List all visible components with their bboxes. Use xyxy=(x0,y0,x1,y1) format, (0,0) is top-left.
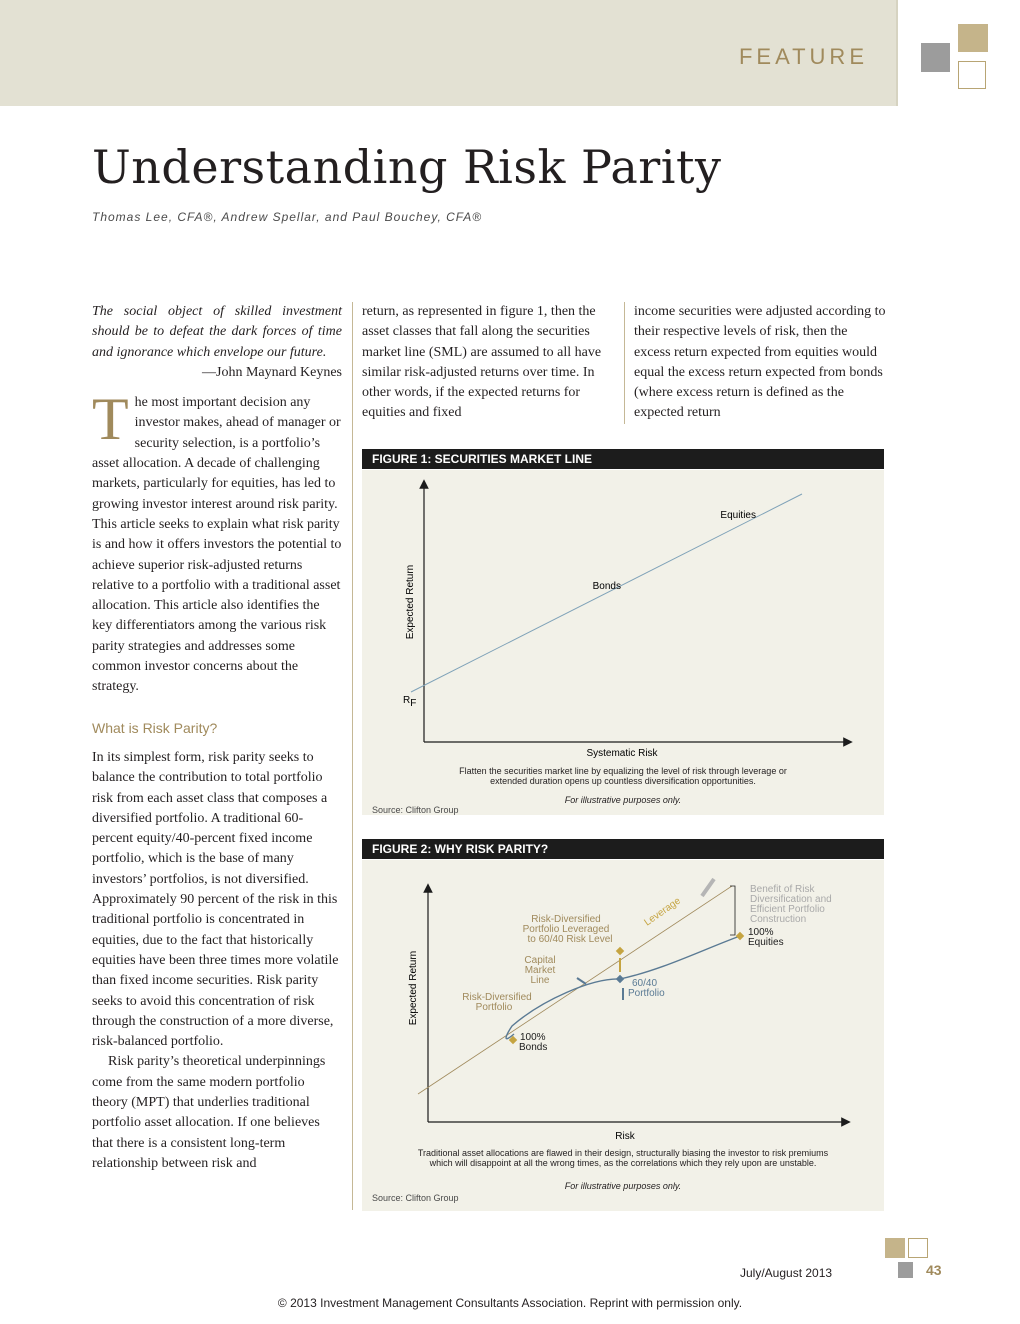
figure-1-note: For illustrative purposes only. xyxy=(564,795,682,805)
figure-2-title: FIGURE 2: WHY RISK PARITY? xyxy=(362,839,884,859)
capital-market-line-label xyxy=(524,955,555,986)
leverage-arrow xyxy=(702,879,714,896)
svg-text:to 60/40 Risk Level: to 60/40 Risk Level xyxy=(527,934,613,945)
pointer-arrow-icon xyxy=(577,978,586,984)
leverage-label: Leverage xyxy=(642,895,683,929)
leveraged-portfolio-label xyxy=(523,914,613,945)
svg-text:Benefit of Risk: Benefit of Risk xyxy=(750,884,815,895)
figure-2-source: Source: Clifton Group xyxy=(372,1193,459,1203)
section-heading: What is Risk Parity? xyxy=(92,719,218,736)
svg-text:Construction: Construction xyxy=(750,914,807,925)
section-label: FEATURE xyxy=(738,44,868,69)
risk-diversified-portfolio-label xyxy=(462,992,531,1013)
copyright-notice: © 2013 Investment Management Consultants Association. Reprint with permission only. xyxy=(277,1296,743,1310)
svg-text:Risk-Diversified: Risk-Diversified xyxy=(462,992,532,1003)
svg-text:Equities: Equities xyxy=(748,937,784,948)
body-paragraph: In its simplest form, risk parity seeks to balance the contribution to total portfolio risk from each asset class that composes a diversified portfolio. A traditional 60-percent equity/40-percent fixed income portfolio, which is the base of many investors’ portfolios, is not diversified. Approximately 90 percent of the risk in this traditional portfolio is concentrated in equities, due to the fact that historically equities have been three times more volatile than fixed income securities. Risk parity seeks to avoid this concentration of risk through the construction of a more diverse, risk-balanced portfolio. xyxy=(92,749,339,1050)
article-authors: Thomas Lee, CFA®, Andrew Spellar, and Paul Bouchey, CFA® xyxy=(92,210,483,224)
bonds-label: Bonds xyxy=(592,581,621,592)
figure-1-title: FIGURE 1: SECURITIES MARKET LINE xyxy=(362,449,884,469)
body-paragraph: Risk parity’s theoretical underpinnings come from the same modern portfolio theory (MPT) that underlies traditional portfolio asset allocation. If one believes that there is a consistent long-term relationship between risk and xyxy=(92,1054,326,1171)
body-paragraph: income securities were adjusted according to their respective levels of risk, then the excess return expected from equities would equal the excess return expected from bonds (where excess return is defined as the expected return xyxy=(634,304,886,421)
caption-line: Traditional asset allocations are flawed in their design, structurally biasing the investor to risk premiums xyxy=(417,1148,829,1158)
column-divider xyxy=(352,302,353,1210)
svg-text:100%: 100% xyxy=(520,1032,546,1043)
column-3 xyxy=(634,302,886,424)
caption-line: extended duration opens up countless diversification opportunities. xyxy=(490,776,756,786)
figure-2-note: For illustrative purposes only. xyxy=(564,1181,682,1191)
benefit-label xyxy=(750,884,832,925)
figure-1-caption xyxy=(362,766,884,786)
svg-text:Diversification and: Diversification and xyxy=(750,894,832,905)
securities-market-line xyxy=(411,494,802,692)
risk-free-label: RF xyxy=(403,695,417,709)
svg-text:Efficient Portfolio: Efficient Portfolio xyxy=(750,904,825,915)
x-axis-label: Risk xyxy=(615,1131,635,1142)
svg-text:Portfolio Leveraged: Portfolio Leveraged xyxy=(522,924,610,935)
intro-text: he most important decision any investor makes, ahead of manager or security selection, is a portfolio’s asset allocation. A decade of challenging markets, particularly for equities, has led to growing investor interest around risk parity. This article seeks to explain what risk parity is and how it offers investors the potential to achieve superior risk-adjusted returns relative to a portfolio with a traditional asset allocation. This article also identifies the key differentiators among the various risk parity strategies and addresses some common investor concerns about the strategy. xyxy=(92,395,342,695)
bonds-label xyxy=(519,1032,547,1053)
epigraph-attribution: —John Maynard Keynes xyxy=(202,364,342,380)
svg-text:100%: 100% xyxy=(748,927,774,938)
column-2 xyxy=(362,302,614,424)
portfolio-6040-marker xyxy=(616,975,624,983)
svg-text:Bonds: Bonds xyxy=(519,1042,548,1053)
svg-text:Portfolio: Portfolio xyxy=(475,1002,513,1013)
svg-text:60/40: 60/40 xyxy=(632,978,658,989)
equities-marker xyxy=(736,932,744,940)
y-axis-label: Expected Return xyxy=(408,950,419,1026)
svg-text:Capital: Capital xyxy=(524,955,556,966)
svg-text:Line: Line xyxy=(530,975,550,986)
figure-2-caption xyxy=(362,1148,884,1168)
header-band-edge xyxy=(896,0,898,106)
svg-text:Portfolio: Portfolio xyxy=(628,988,665,999)
equities-label: Equities xyxy=(720,510,756,521)
figure-1-chart xyxy=(362,470,884,770)
column-1 xyxy=(92,302,342,1174)
issue-date: July/August 2013 xyxy=(740,1266,833,1280)
equities-label xyxy=(748,927,784,948)
y-axis-label: Expected Return xyxy=(405,564,416,640)
column-divider xyxy=(624,302,625,424)
svg-text:Risk-Diversified: Risk-Diversified xyxy=(531,914,601,925)
drop-cap: T xyxy=(92,386,129,453)
benefit-bracket xyxy=(730,886,735,935)
caption-line: Flatten the securities market line by equalizing the level of risk through leverage or xyxy=(459,766,787,776)
leveraged-portfolio-marker xyxy=(616,947,624,955)
figure-2-chart xyxy=(362,860,884,1142)
caption-line: which will disappoint at all the wrong times, as the correlations which they rely upon are unstable. xyxy=(429,1158,817,1168)
epigraph: The social object of skilled investment should be to defeat the dark forces of time and ignorance which envelope our future. xyxy=(92,304,342,360)
x-axis-label: Systematic Risk xyxy=(586,748,658,759)
portfolio-6040-label xyxy=(628,978,665,999)
svg-text:Market: Market xyxy=(524,965,556,976)
page-number: 43 xyxy=(926,1262,942,1278)
figure-1-source: Source: Clifton Group xyxy=(372,805,459,815)
article-title: Understanding Risk Parity xyxy=(92,140,722,194)
intro-paragraph xyxy=(92,386,342,697)
body-paragraph: return, as represented in figure 1, then the asset classes that fall along the securities market line (SML) are assumed to all have similar risk-adjusted returns over time. In other words, if the expected returns for equities and fixed xyxy=(362,304,602,421)
